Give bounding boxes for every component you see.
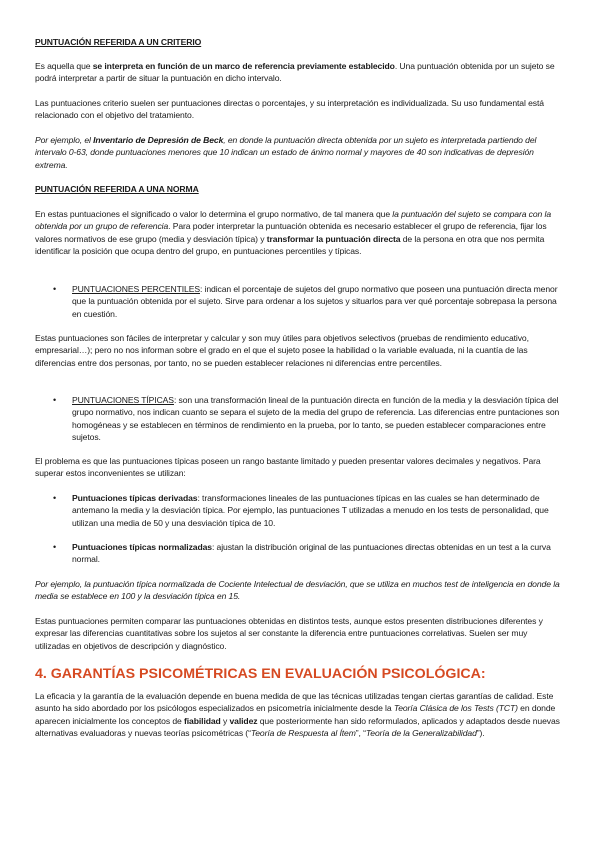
list-item-tipicas: PUNTUACIONES TÍPICAS: son una transformación lineal de la puntuación directa en función de la media y la desviación típica del grupo normativo, nos indican cuanto se separa el sujeto de la media del grupo de referencia. Las diferencias entre puntaciones son homogéneas y se establecen en términos de rendimiento en la prueba, por lo tanto, se pueden establecer comparaciones entre sujetos. (72, 395, 560, 443)
paragraph-percentiles-notes: Estas puntuaciones son fáciles de interpretar y calcular y son muy útiles para objetivos selectivos (pruebas de rendimiento educativo, empresarial…); pero no nos informan sobre el grado en el que el sujeto posee la habilidad o la variable evaluada, ni la cuantía de las diferencias entre dos personas, por tanto, no se pueden establecer relaciones ni diferencias entre percentiles. (35, 333, 529, 368)
heading-norma: PUNTUACIÓN REFERIDA A UNA NORMA (35, 184, 199, 194)
paragraph-criterio-example: Por ejemplo, el Inventario de Depresión de Beck, en donde la puntuación directa obtenida por un sujeto es interpretada partiendo del intervalo 0-63, donde puntuaciones menores que 10 indican un estado de ánimo normal y mayores de 40 son indicativas de depresión extrema. (35, 135, 537, 170)
list-item-derivadas: Puntuaciones típicas derivadas: transformaciones lineales de las puntuaciones típicas en las cuales se han determinado de antemano la media y la desviación típica. Por ejemplo, las puntuaciones T utilizadas a menudo en los tests de personalidad, que utilizan una media de 50 y una desviación típica de 10. (72, 493, 549, 528)
paragraph-criterio-definition: Es aquella que se interpreta en función de un marco de referencia previamente establecido. Una puntuación obtenida por un sujeto se podrá interpretar a partir de situar la puntuación en dicho intervalo. (35, 61, 555, 84)
bullet-icon: • (53, 542, 57, 552)
list-item-normalizadas: Puntuaciones típicas normalizadas: ajustan la distribución original de las puntuaciones directas obtenidas en un test a la curva normal. (72, 542, 551, 565)
paragraph-garantias: La eficacia y la garantía de la evaluación depende en buena medida de que las técnicas utilizadas tengan ciertas garantías de calidad. Este asunto ha sido abordado por los psicólogos especializados en psicometría inicialmente desde la Teoría Clásica de los Tests (TCT) en donde aparecen inicialmente los conceptos de fiabilidad y validez que posteriormente han sido reformulados, aplicados y adaptados desde nuevas alternativas evaluadoras y nuevas teorías psicométricas (“Teoría de Respuesta al Ítem”, “Teoría de la Generalizabilidad”). (35, 691, 560, 739)
heading-garantias: 4. GARANTÍAS PSICOMÉTRICAS EN EVALUACIÓN PSICOLÓGICA: (35, 666, 486, 682)
list-item-percentiles: PUNTUACIONES PERCENTILES: indican el porcentaje de sujetos del grupo normativo que poseen una puntuación directa menor que la puntuación obtenida por el sujeto. Sirve para ordenar a los sujetos y situarlos para ver qué porcentaje sobrepasa la persona en cuestión. (72, 284, 558, 319)
paragraph-norma-comparison: Estas puntuaciones permiten comparar las puntuaciones obtenidas en distintos tests, aunque estos presenten distribuciones diferentes y expresar las diferencias cuantitativas sobre los sujetos al ser constante la diferencia entre puntuaciones correlativas. Suelen ser muy utilizadas en objetivos de descripción y diagnóstico. (35, 616, 543, 651)
paragraph-ci-example: Por ejemplo, la puntuación típica normalizada de Cociente Intelectual de desviación, que se utiliza en muchos test de inteligencia en donde la media se establece en 100 y la desviación típica en 15. (35, 579, 560, 602)
paragraph-tipicas-problem: El problema es que las puntuaciones típicas poseen un rango bastante limitado y pueden presentar valores decimales y negativos. Para superar estos inconvenientes se utilizan: (35, 456, 541, 479)
bullet-icon: • (53, 493, 57, 503)
paragraph-criterio-usage: Las puntuaciones criterio suelen ser puntuaciones directas o porcentajes, y su interpretación es individualizada. Su uso fundamental está relacionado con el objetivo del tratamiento. (35, 98, 544, 121)
heading-criterio: PUNTUACIÓN REFERIDA A UN CRITERIO (35, 37, 202, 47)
paragraph-norma-definition: En estas puntuaciones el significado o valor lo determina el grupo normativo, de tal manera que la puntuación del sujeto se compara con la obtenida por un grupo de referencia. Para poder interpretar la puntuación obtenida es necesario establecer el grupo de referencia, fijar los valores normativos de ese grupo (media y desviación típica) y transformar la puntuación directa de la persona en otra que nos permita identificar la posición que ocupa dentro del grupo, en puntuaciones percentiles y típicas. (35, 209, 552, 257)
bullet-icon: • (53, 284, 57, 294)
bullet-icon: • (53, 395, 57, 405)
